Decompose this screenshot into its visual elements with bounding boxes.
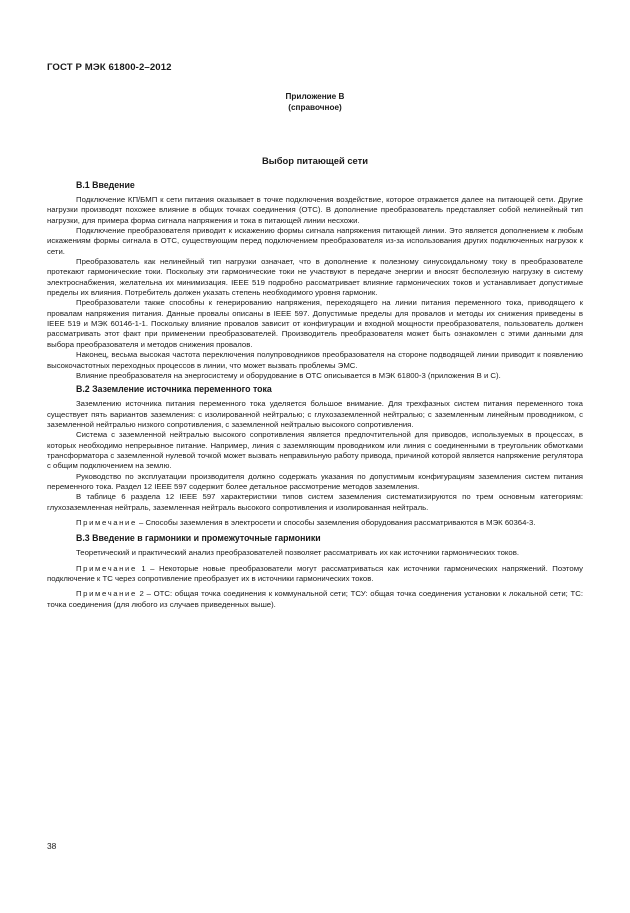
- note: [47, 518, 583, 528]
- paragraph: Наконец, весьма высокая частота переключения полупроводников преобразователя на стороне подводящей линии приводит к появлению высокочастотных переходных процессов в линии, что может вызвать проблемы ЭМС.: [47, 350, 583, 370]
- note-label: Примечание: [76, 563, 137, 573]
- appendix-title: Приложение В: [285, 92, 345, 101]
- paragraph: Преобразователь как нелинейный тип нагрузки означает, что в дополнение к полезному синусоидальному току в преобразователе протекают гармонические токи. Поскольку эти гармонические токи не участвуют в передаче энергии и вносят бесполезную нагрузку в систему электроснабжения, желательна их минимизация. IEEE 519 подробно рассматривает влияние гармонических токов и устанавливает допустимые пределы их влияния. Потребитель должен указать степень необходимого уровня гармоник.: [47, 257, 583, 298]
- document-body: [47, 180, 583, 610]
- paragraph: Руководство по эксплуатации производителя должно содержать указания по допустимым конфигурациям заземления систем питания переменного тока. Раздел 12 IEEE 597 содержит более детальное рассмотрение методов заземления.: [47, 471, 583, 491]
- note: [47, 564, 583, 585]
- paragraph: Преобразователи также способны к генерированию напряжения, переходящего на линии питания переменного тока, приводящего к провалам напряжения питания. Данные провалы описаны в IEEE 597. Допустимые пределы для провалов и методы их снижения приведены в IEEE 519 и МЭК 60146-1-1. Поскольку влияние провалов зависит от конфигурации и входной мощности преобразователя, пользователь должен рассматривать этот факт при применении преобразователей. Производитель преобразователя может быть ознакомлен с этими данными для выбора преобразователя и методов снижения провалов.: [47, 298, 583, 349]
- appendix-subtitle-text: (справочное): [288, 103, 342, 112]
- section-heading-b2: В.2 Заземление источника переменного тока: [76, 384, 272, 395]
- section-heading-b3: В.3 Введение в гармоники и промежуточные гармоники: [76, 533, 321, 544]
- page-number: 38: [47, 841, 57, 851]
- paragraph: Подключение КП/БМП к сети питания оказывает в точке подключения воздействие, которое отражается далее на питающей сети. Другие нагрузки производят похожее влияние в общих точках соединения (ОТС). В дополнение преобразователь представляет собой нелинейный тип нагрузки, для примера форма сигнала напряжения и тока в питающей линии несхожи.: [47, 195, 583, 225]
- note-text: 1 – Некоторые новые преобразователи могут рассматриваться как источники гармонических напряжений. Поэтому подключение к ТС через сопротивление преобразует их в источники гармонических токов.: [47, 563, 583, 583]
- note-text: – Способы заземления в электросети и способы заземления оборудования рассматриваются в МЭК 60364-3.: [136, 517, 536, 527]
- paragraph: Теоретический и практический анализ преобразователей позволяет рассматривать их как источники гармонических токов.: [76, 548, 519, 558]
- note-label: Примечание: [76, 517, 137, 527]
- paragraph: В таблице 6 раздела 12 IEEE 597 характеристики типов систем заземления систематизируются по трем основным категориям: глухозаземленная нейтраль, заземленная нейтраль высокого сопротивления и изолированная нейтраль.: [47, 492, 583, 512]
- paragraph: Заземлению источника питания переменного тока уделяется большое внимание. Для трехфазных систем питания переменного тока существует пять вариантов заземления: с изолированной нейтралью; с глухозаземленной нейтралью; с заземленным линейным проводником, с заземленной нейтралью низкого сопротивления, с заземленной нейтралью высокого сопротивления.: [47, 399, 583, 429]
- paragraph: Влияние преобразователя на энергосистему и оборудование в ОТС описывается в МЭК 61800-3 (приложения В и С).: [76, 370, 501, 380]
- main-title: Выбор питающей сети: [261, 155, 368, 166]
- note: [47, 589, 583, 610]
- paragraph: Подключение преобразователя приводит к искажению формы сигнала напряжения питающей линии. Это является дополнением к любым искажениям формы сигнала в ОТС, существующим перед подключением преобразователя из-за использования других подключенных нагрузок к сети.: [47, 226, 583, 256]
- note-text: 2 – ОТС: общая точка соединения к коммунальной сети; ТСУ: общая точка соединения установки к локальной сети; ТС: точка соединения (для любого из случаев приведенных выше).: [47, 589, 583, 609]
- appendix-subtitle: [0, 103, 630, 112]
- note-label: Примечание: [76, 589, 137, 599]
- section-heading-b1: В.1 Введение: [76, 180, 135, 190]
- paragraph: Система с заземленной нейтралью высокого сопротивления является предпочтительной для приводов, используемых в процессах, в которых необходимо непрерывное питание. Например, линия с заземляющим проводником или линия с соединенными в треугольник обмотками трансформатора с заземленной нулевой точкой может вызвать неправильную работу привода, причиной которой является напряжение регулятора с общим подключением на землю.: [47, 430, 583, 471]
- standard-header: ГОСТ Р МЭК 61800-2–2012: [47, 62, 172, 73]
